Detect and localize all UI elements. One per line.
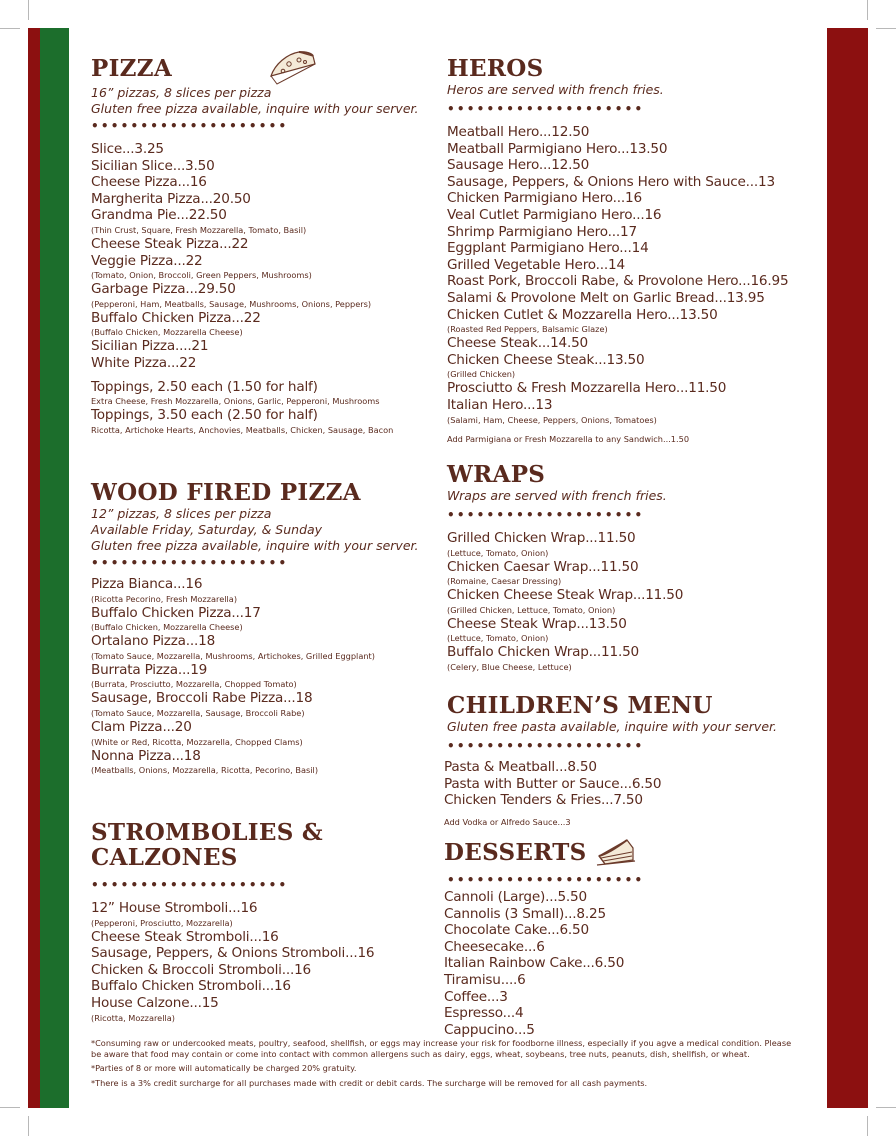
menu-item: Grilled Vegetable Hero...14 <box>447 256 625 273</box>
menu-item-note: (Meatballs, Onions, Mozzarella, Ricotta, Pecorino, Basil) <box>91 765 319 776</box>
dot-divider: •••••••••••••••••••• <box>91 878 289 892</box>
section-title: HEROS <box>447 55 544 82</box>
menu-item-note: (White or Red, Ricotta, Mozzarella, Chopped Clams) <box>91 736 303 747</box>
menu-item: Grandma Pie...22.50 <box>91 207 227 224</box>
menu-item: Italian Hero...13 <box>447 396 553 413</box>
menu-item-note: (Roasted Red Peppers, Balsamic Glaze) <box>447 324 608 335</box>
crop-mark <box>28 1116 29 1136</box>
left-green-stripe <box>40 28 69 1108</box>
section-title: CALZONES <box>91 844 238 871</box>
menu-item: Nonna Pizza...18 <box>91 747 201 764</box>
menu-item: Cheese Steak...14.50 <box>447 335 589 352</box>
menu-item: Chicken Parmigiano Hero...16 <box>447 190 642 207</box>
section-subtitles <box>447 719 817 735</box>
footer-note: *There is a 3% credit surcharge for all purchases made with credit or debit cards. The surcharge will be removed for all cash payments. <box>91 1077 648 1088</box>
spacer <box>444 809 817 816</box>
menu-item: Cappucino...5 <box>444 1021 535 1038</box>
menu-item: Cheese Steak Stromboli...16 <box>91 928 279 945</box>
menu-item-note: (Tomato Sauce, Mozzarella, Sausage, Broccoli Rabe) <box>91 707 305 718</box>
section-title: PIZZA <box>91 55 172 82</box>
stromboli-section <box>91 820 451 1024</box>
menu-item: Ortalano Pizza...18 <box>91 633 216 650</box>
section-title: CHILDREN’S MENU <box>447 692 713 719</box>
crop-mark <box>867 0 868 20</box>
section-title: WOOD FIRED PIZZA <box>91 479 361 506</box>
menu-item-note: (Ricotta, Mozzarella) <box>91 1012 175 1023</box>
menu-item: Sicilian Pizza....21 <box>91 338 209 355</box>
subtitle: Wraps are served with french fries. <box>447 488 667 503</box>
desserts-section <box>444 839 817 1038</box>
menu-item: Buffalo Chicken Stromboli...16 <box>91 978 291 995</box>
menu-item: Roast Pork, Broccoli Rabe, & Provolone Hero...16.95 <box>447 273 789 290</box>
section-title: DESSERTS <box>444 839 587 866</box>
spacer <box>447 426 817 433</box>
section-subtitles <box>447 488 817 504</box>
menu-item: Sicilian Slice...3.50 <box>91 157 215 174</box>
menu-item-note: (Tomato Sauce, Mozzarella, Mushrooms, Artichokes, Grilled Eggplant) <box>91 650 375 661</box>
menu-item: Chicken Caesar Wrap...11.50 <box>447 558 639 575</box>
subtitle: Gluten free pizza available, inquire with your server. <box>91 538 419 553</box>
menu-item: Chicken Cutlet & Mozzarella Hero...13.50 <box>447 306 718 323</box>
menu-item: Sausage, Peppers, & Onions Hero with Sauce...13 <box>447 173 775 190</box>
menu-item: Pasta & Meatball...8.50 <box>444 759 597 775</box>
menu-item: Pizza Bianca...16 <box>91 576 203 592</box>
crop-mark <box>28 0 29 20</box>
heros-section <box>447 56 817 445</box>
menu-item: Buffalo Chicken Pizza...22 <box>91 309 261 326</box>
section-subtitles <box>91 506 451 554</box>
menu-item: Garbage Pizza...29.50 <box>91 281 236 298</box>
section-subtitles <box>447 82 817 98</box>
crop-mark <box>876 28 896 29</box>
menu-item-note: (Burrata, Prosciutto, Mozzarella, Chopped Tomato) <box>91 679 297 690</box>
menu-item-note: (Lettuce, Tomato, Onion) <box>447 633 549 644</box>
left-red-stripe <box>28 28 40 1108</box>
menu-item-note: (Buffalo Chicken, Mozzarella Cheese) <box>91 622 243 633</box>
cake-slice-icon <box>595 836 637 868</box>
menu-item-note: (Pepperoni, Ham, Meatballs, Sausage, Mushrooms, Onions, Peppers) <box>91 298 372 309</box>
subtitle: Available Friday, Saturday, & Sunday <box>91 522 323 537</box>
menu-item: Toppings, 3.50 each (2.50 for half) <box>91 407 318 424</box>
menu-item-note: (Tomato, Onion, Broccoli, Green Peppers, Mushrooms) <box>91 270 312 281</box>
menu-item-note: (Celery, Blue Cheese, Lettuce) <box>447 661 572 672</box>
subtitle: 12” pizzas, 8 slices per pizza <box>91 506 272 521</box>
dot-divider: •••••••••••••••••••• <box>447 739 645 753</box>
menu-item: Chicken & Broccoli Stromboli...16 <box>91 961 312 978</box>
menu-item: Clam Pizza...20 <box>91 718 192 735</box>
menu-item: Tiramisu....6 <box>444 971 526 988</box>
menu-item: Cannoli (Large)...5.50 <box>444 889 587 905</box>
dot-divider: •••••••••••••••••••• <box>447 508 645 522</box>
menu-list <box>91 141 451 436</box>
right-red-stripe <box>827 28 868 1108</box>
menu-item: Chicken Cheese Steak Wrap...11.50 <box>447 587 684 604</box>
pizza-slice-icon <box>267 50 317 88</box>
subtitle: 16” pizzas, 8 slices per pizza <box>91 85 272 100</box>
dot-divider: •••••••••••••••••••• <box>447 102 645 116</box>
menu-item: Cheesecake...6 <box>444 938 545 955</box>
menu-item: Pasta with Butter or Sauce...6.50 <box>444 775 662 792</box>
pizza-section <box>91 56 451 436</box>
section-subtitles <box>91 85 451 117</box>
menu-item: Buffalo Chicken Wrap...11.50 <box>447 644 639 661</box>
menu-item-note: (Pepperoni, Prosciutto, Mozzarella) <box>91 917 233 928</box>
menu-item: Burrata Pizza...19 <box>91 661 208 678</box>
menu-item: Slice...3.25 <box>91 141 164 157</box>
subtitle: Heros are served with french fries. <box>447 82 664 97</box>
menu-item: Chicken Tenders & Fries...7.50 <box>444 792 643 809</box>
menu-item-note: Extra Cheese, Fresh Mozzarella, Onions, Garlic, Pepperoni, Mushrooms <box>91 396 380 407</box>
menu-list <box>444 889 817 1038</box>
menu-item-note: Ricotta, Artichoke Hearts, Anchovies, Meatballs, Chicken, Sausage, Bacon <box>91 424 394 435</box>
menu-list <box>91 576 451 776</box>
section-title: STROMBOLIES & <box>91 819 323 846</box>
menu-item-note: Add Vodka or Alfredo Sauce...3 <box>444 816 571 827</box>
menu-item: House Calzone...15 <box>91 994 219 1011</box>
menu-item: Chicken Cheese Steak...13.50 <box>447 351 645 368</box>
menu-item: Toppings, 2.50 each (1.50 for half) <box>91 378 318 395</box>
menu-item: Cheese Pizza...16 <box>91 174 207 191</box>
menu-item-note: (Grilled Chicken) <box>447 369 516 380</box>
footer-note: *Consuming raw or undercooked meats, poultry, seafood, shellfish, or eggs may increase your risk for foodborne illness, especially if you agve a medical condition. Please be aware that food may contain or come into contact with common allergens such as dairy, eggs, wheat, soybeans, tree nuts, peanuts, dish, shellfish, or wheat. <box>91 1038 792 1059</box>
menu-item-note: Add Parmigiana or Fresh Mozzarella to any Sandwich...1.50 <box>447 433 690 444</box>
wraps-section <box>447 462 817 673</box>
menu-item: Eggplant Parmigiano Hero...14 <box>447 240 649 257</box>
menu-item-note: (Thin Crust, Square, Fresh Mozzarella, Tomato, Basil) <box>91 224 307 235</box>
menu-item: Buffalo Chicken Pizza...17 <box>91 604 261 621</box>
menu-item: Sausage Hero...12.50 <box>447 157 590 174</box>
footer-notes <box>91 1038 801 1092</box>
menu-item: Chocolate Cake...6.50 <box>444 922 589 939</box>
menu-item: Sausage, Peppers, & Onions Stromboli...16 <box>91 945 375 962</box>
children-section <box>444 692 817 828</box>
menu-item: Meatball Parmigiano Hero...13.50 <box>447 140 668 157</box>
dot-divider: •••••••••••••••••••• <box>91 556 289 570</box>
menu-item: Cheese Steak Wrap...13.50 <box>447 615 627 632</box>
menu-item-note: (Salami, Ham, Cheese, Peppers, Onions, Tomatoes) <box>447 414 657 425</box>
menu-item: Coffee...3 <box>444 988 508 1005</box>
menu-item: 12” House Stromboli...16 <box>91 900 258 916</box>
menu-item-note: (Buffalo Chicken, Mozzarella Cheese) <box>91 327 243 338</box>
menu-item: Veal Cutlet Parmigiano Hero...16 <box>447 206 662 223</box>
crop-mark <box>876 1107 896 1108</box>
subtitle: Gluten free pizza available, inquire with your server. <box>91 101 419 116</box>
menu-item: Grilled Chicken Wrap...11.50 <box>447 530 636 546</box>
subtitle: Gluten free pasta available, inquire with your server. <box>447 719 777 734</box>
menu-item: Salami & Provolone Melt on Garlic Bread...13.95 <box>447 289 765 306</box>
menu-item-note: (Ricotta Pecorino, Fresh Mozzarella) <box>91 593 238 604</box>
footer-note: *Parties of 8 or more will automatically be charged 20% gratuity. <box>91 1063 357 1073</box>
menu-item: Prosciutto & Fresh Mozzarella Hero...11.50 <box>447 380 727 397</box>
menu-list <box>91 900 451 1024</box>
menu-list <box>444 759 817 828</box>
menu-item-note: (Romaine, Caesar Dressing) <box>447 576 562 587</box>
menu-item: Espresso...4 <box>444 1005 524 1022</box>
crop-mark <box>867 1116 868 1136</box>
menu-item: Shrimp Parmigiano Hero...17 <box>447 223 637 240</box>
menu-list <box>447 124 817 445</box>
menu-item-note: (Grilled Chicken, Lettuce, Tomato, Onion) <box>447 604 616 615</box>
menu-item-note: (Lettuce, Tomato, Onion) <box>447 547 549 558</box>
crop-mark <box>0 28 20 29</box>
dot-divider: •••••••••••••••••••• <box>447 873 645 887</box>
menu-item: White Pizza...22 <box>91 354 197 371</box>
menu-item: Cannolis (3 Small)...8.25 <box>444 905 606 922</box>
menu-item: Margherita Pizza...20.50 <box>91 190 251 207</box>
menu-item: Italian Rainbow Cake...6.50 <box>444 955 625 972</box>
menu-item: Cheese Steak Pizza...22 <box>91 235 249 252</box>
spacer <box>91 372 451 379</box>
wood-fired-section <box>91 480 451 776</box>
menu-item: Meatball Hero...12.50 <box>447 124 590 140</box>
section-title: WRAPS <box>447 461 546 488</box>
crop-mark <box>0 1107 20 1108</box>
menu-item: Sausage, Broccoli Rabe Pizza...18 <box>91 690 313 707</box>
dot-divider: •••••••••••••••••••• <box>91 119 289 133</box>
menu-list <box>447 530 817 673</box>
menu-item: Veggie Pizza...22 <box>91 252 203 269</box>
